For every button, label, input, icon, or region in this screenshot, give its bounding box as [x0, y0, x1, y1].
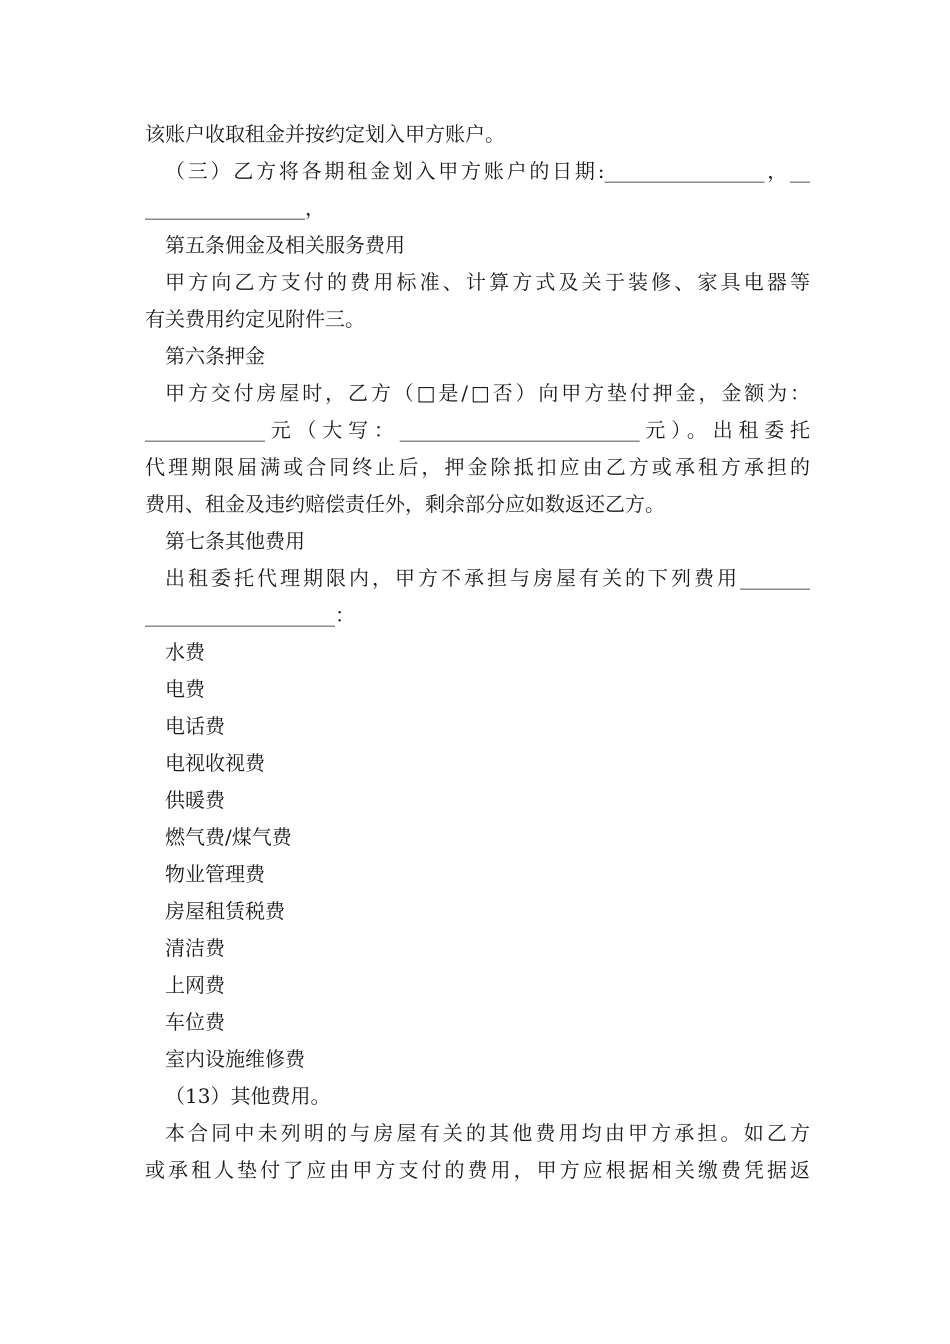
list-item: 电视收视费	[165, 751, 265, 775]
section-heading: 第五条佣金及相关服务费用	[165, 233, 405, 257]
list-item: 物业管理费	[165, 862, 265, 886]
paragraph-line: 该账户收取租金并按约定划入甲方账户。	[145, 122, 505, 146]
paragraph-line: 甲方交付房屋时，乙方（□是/□否）向甲方垫付押金，金额为：	[165, 381, 810, 405]
paragraph-line: ___________________：	[145, 603, 355, 627]
paragraph-line: 本合同中未列明的与房屋有关的其他费用均由甲方承担。如乙方	[165, 1121, 810, 1145]
list-item: 清洁费	[165, 936, 225, 960]
paragraph-line: 出租委托代理期限内，甲方不承担与房屋有关的下列费用_______	[165, 566, 810, 590]
paragraph-line: ________________，	[145, 196, 325, 220]
list-item: 上网费	[165, 973, 225, 997]
document-page	[145, 116, 810, 1189]
list-item: 电话费	[165, 714, 225, 738]
paragraph-line: ____________元（大写：________________________元）。出租委托	[145, 418, 810, 442]
paragraph-line: （三）乙方将各期租金划入甲方账户的日期:________________，__	[165, 159, 810, 183]
list-item: （13）其他费用。	[165, 1084, 331, 1108]
list-item: 室内设施维修费	[165, 1047, 305, 1071]
list-item: 供暖费	[165, 788, 225, 812]
paragraph-line: 代理期限届满或合同终止后，押金除抵扣应由乙方或承租方承担的	[145, 455, 810, 479]
list-item: 电费	[165, 677, 205, 701]
paragraph-line: 有关费用约定见附件三。	[145, 307, 365, 331]
list-item: 水费	[165, 640, 205, 664]
list-item: 车位费	[165, 1010, 225, 1034]
list-item: 房屋租赁税费	[165, 899, 285, 923]
section-heading: 第六条押金	[165, 344, 265, 368]
section-heading: 第七条其他费用	[165, 529, 305, 553]
paragraph-line: 费用、租金及违约赔偿责任外，剩余部分应如数返还乙方。	[145, 492, 665, 516]
list-item: 燃气费/煤气费	[165, 825, 292, 849]
paragraph-line: 或承租人垫付了应由甲方支付的费用，甲方应根据相关缴费凭据返	[145, 1158, 810, 1182]
paragraph-line: 甲方向乙方支付的费用标准、计算方式及关于装修、家具电器等	[165, 270, 810, 294]
